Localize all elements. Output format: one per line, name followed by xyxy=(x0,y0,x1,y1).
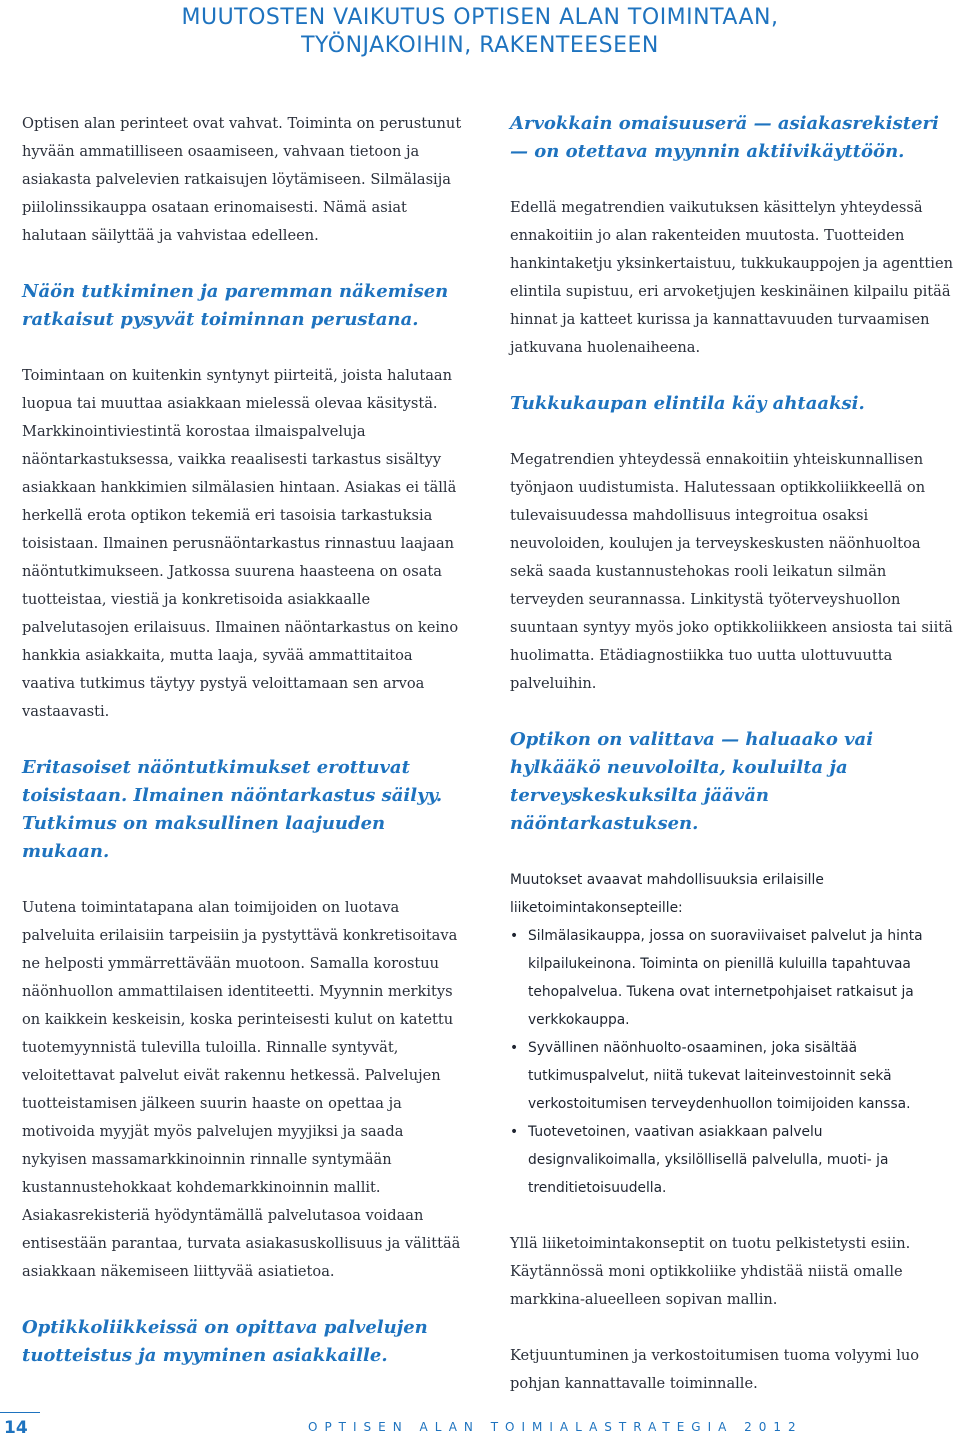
page-title xyxy=(0,4,960,60)
concepts-intro: Muutokset avaavat mahdollisuuksia erilaisille liiketoimintakonsepteille: xyxy=(510,872,824,916)
right-paragraph-3: Yllä liiketoimintakonseptit on tuotu pelkistetysti esiin. Käytännössä moni optikkoliike yhdistää niistä omalle markkina-alueelleen sopivan mallin. xyxy=(510,1235,911,1308)
list-item: • Silmälasikauppa, jossa on suoraviivaiset palvelut ja hinta kilpailukeinona. Toiminta on pienillä kuluilla tapahtuvaa tehopalvelua. Tukena ovat internetpohjaiset ratkaisut ja verkkokauppa. xyxy=(510,922,956,1034)
page-number: 14 xyxy=(4,1418,28,1438)
list-item: • Syvällinen näönhuolto-osaaminen, joka sisältää tutkimuspalvelut, niitä tukevat laiteinvestoinnit sekä verkostoitumisen terveydenhuollon toimijoiden kanssa. xyxy=(510,1034,956,1118)
left-paragraph-3: Uutena toimintatapana alan toimijoiden on luotava palveluita erilaisiin tarpeisiin ja pystyttävä konkretisoitava ne helposti ymmärrettävään muotoon. Samalla korostuu näönhuollon ammattilaisen identiteetti. Myynnin merkitys on kaikkein keskeisin, koska perinteisesti kulut on katettu tuotemyynnistä tulevilla tuloilla. Rinnalle syntyvät, veloitettavat palvelut eivät rakennu hetkessä. Palvelujen tuotteistamisen jälkeen suurin haaste on opettaa ja motivoida myyjät myös palvelujen myyjiksi ja saada nykyisen massamarkkinoinnin rinnalle syntymään kustannustehokkaat kohdemarkkinoinnin mallit. Asiakasrekisteriä hyödyntämällä palvelutasoa voidaan entisestään parantaa, turvata asiakasuskollisuus ja välittää asiakkaan näkemiseen liittyvää asiatietoa. xyxy=(22,899,461,1280)
title-line-1: MUUTOSTEN VAIKUTUS OPTISEN ALAN TOIMINTAAN, xyxy=(181,5,779,30)
right-highlight-3: Optikon on valittava — haluaako vai hylkääkö neuvoloilta, kouluilta ja terveyskeskuksilta jäävän näöntarkastuksen. xyxy=(510,729,874,834)
left-column xyxy=(22,110,462,1398)
right-paragraph-2: Megatrendien yhteydessä ennakoitiin yhteiskunnallisen työnjaon uudistumista. Halutessaan optikkoliikkeellä on tulevaisuudessa mahdollisuus integroitua osaksi neuvoloiden, koulujen ja terveyskeskusten näönhuoltoa sekä saada kustannustehokas rooli leikatun silmän terveyden seurannassa. Linkitystä työterveyshuollon suuntaan syntyy myös joko optikkoliikkeen ansiosta tai siitä huolimatta. Etädiagnostiikka tuo uutta ulottuvuutta palveluihin. xyxy=(510,451,953,692)
left-paragraph-1: Optisen alan perinteet ovat vahvat. Toiminta on perustunut hyvään ammatilliseen osaamiseen, vahvaan tietoon ja asiakasta palvelevien ratkaisujen löytämiseen. Silmälasija piilolinssikauppa osataan erinomaisesti. Nämä asiat halutaan säilyttää ja vahvistaa edelleen. xyxy=(22,115,462,244)
right-paragraph-1: Edellä megatrendien vaikutuksen käsittelyn yhteydessä ennakoitiin jo alan rakenteiden muutosta. Tuotteiden hankintaketju yksinkertaistuu, tukkukauppojen ja agenttien elintila supistuu, eri arvoketjujen keskinäinen kilpailu pitää hinnat ja katteet kurissa ja kannattavuuden turvaamisen jatkuvana huolenaiheena. xyxy=(510,199,953,356)
right-highlight-1: Arvokkain omaisuuserä — asiakasrekisteri — on otettava myynnin aktiivikäyttöön. xyxy=(510,113,939,162)
list-item: • Tuotevetoinen, vaativan asiakkaan palvelu designvalikoimalla, yksilöllisellä palvelulla, muoti- ja trenditietoisuudella. xyxy=(510,1118,956,1202)
footer-title: OPTISEN ALAN TOIMIALASTRATEGIA 2012 xyxy=(308,1420,803,1434)
concepts-list xyxy=(510,922,956,1202)
title-line-2: TYÖNJAKOIHIN, RAKENTEESEEN xyxy=(301,33,659,58)
right-highlight-2: Tukkukaupan elintila käy ahtaaksi. xyxy=(510,393,865,414)
right-column xyxy=(510,110,956,1426)
left-paragraph-2: Toimintaan on kuitenkin syntynyt piirteitä, joista halutaan luopua tai muuttaa asiakkaan mielessä olevaa käsitystä. Markkinointiviestintä korostaa ilmaispalveluja näöntarkastuksessa, vaikka reaalisesti tarkastus sisältyy asiakkaan hankkimien silmälasien hintaan. Asiakas ei tällä herkellä erota optikon tekemiä eri tasoisia tarkastuksia toisistaan. Ilmainen perusnäöntarkastus rinnastuu laajaan näöntutkimukseen. Jatkossa suurena haasteena on osata tuotteistaa, viestiä ja konkretisoida asiakkaalle palvelutasojen erilaisuus. Ilmainen näöntarkastus on keino hankkia asiakkaita, mutta laaja, syvää ammattitaitoa vaativa tutkimus täytyy pystyä veloittamaan sen arvoa vastaavasti. xyxy=(22,367,459,720)
left-highlight-3: Optikkoliikkeissä on opittava palvelujen tuotteistus ja myyminen asiakkaille. xyxy=(22,1317,428,1366)
right-paragraph-4: Ketjuuntuminen ja verkostoitumisen tuoma volyymi luo pohjan kannattavalle toiminnalle. xyxy=(510,1347,920,1392)
left-highlight-2: Eritasoiset näöntutkimukset erottuvat toisistaan. Ilmainen näöntarkastus säilyy. Tutkimus on maksullinen laajuuden mukaan. xyxy=(22,757,443,862)
footer-divider xyxy=(0,1412,40,1413)
left-highlight-1: Näön tutkiminen ja paremman näkemisen ratkaisut pysyvät toiminnan perustana. xyxy=(22,281,449,330)
concepts-block xyxy=(510,866,956,1202)
